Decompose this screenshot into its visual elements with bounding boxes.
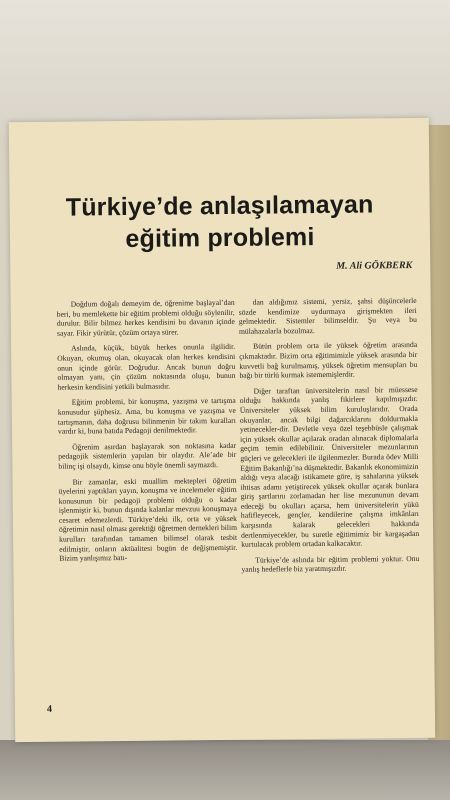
paragraph: Diğer taraftan üniversitelerin nasıl bir müessese olduğu hakkında yanlış fikirlere kapılmışızdır. Üniversiteler yüksek bilim kuruluşlarıdır. Orada okuyanlar, ancak bilgi dağarcıklarını doldurmakla yetinecekler-dir. Devletle veya özel teşebbüsle çalışmak için yüksek okullar açılarak oradan alınacak diplomalarla geçim temin edilebilinir. Üniversiteler mezunlarının güçleri ve gelecekleri ile ilgilenmezler. Burada ödev Milli Eğitim Bakanlığı’na düşmektedir. Bakanlık ekonomimizin aldığı veya alacağı istikamete göre, iş sahalarına yüksek ihtisas adamı yetiştirecek yüksek okullar açarak bunlara giriş şartlarını zorlamadan her lise mezununun devam edeceği bu okulları açarsa, hem üniversitelerin yükü hafifleyecek, gençler, kendilerine çalışma imkânları karşısında kalarak gelecekleri hakkında dertlenmiyecekler, bu suretle eğitimimiz bir kargaşadan kurtulacak problem ortadan kalkacaktır. xyxy=(239,384,420,550)
paragraph: Aslında, küçük, büyük herkes onunla ilgilidir. Okuyan, okumuş olan, okuyacak olan herkes kendisini onun içinde görür. Doğrudur. Ancak bunun doğru olmayan yanı, çin çözüm noktasında oluşu, bunun herkesin kendisini yetkili bulmasıdır. xyxy=(57,342,236,392)
article-title xyxy=(39,188,400,256)
left-column xyxy=(57,298,238,570)
paragraph: Bütün problem orta ile yüksek öğretim arasında çıkmaktadır. Bizim orta eğitimimizle yüksek arasında bir kuvvetli bağ kurulmamış, yüksek öğretim mensupları bu bağı bir türlü kurmak istememişlerdir. xyxy=(239,340,418,380)
author-byline: M. Ali GÖKBERK xyxy=(336,259,413,272)
paragraph: Öğrenim asırdan başlayarak son noktasına kadar pedagojik sistemlerin yapılan bir olaydır. Ale’ade bir bilinç işi olsaydı, kimse onu böyle önemli saymazdı. xyxy=(58,440,237,471)
title-line-1: Türkiye’de anlaşılamayan xyxy=(65,190,374,222)
page-number: 4 xyxy=(46,703,52,715)
paragraph: Bir zamanlar, eski muallim mektepleri öğretim üyelerini yaptıkları yayın, konuşma ve incelemeler eğitim konusunun bir pedagoji problemi olduğu o kadar işlenmiştir ki, bunun dışında kalanlar mevzuu konuşmaya cesaret edemezlerdi. Türkiye’deki ilk, orta ve yüksek öğretimin nasıl olması gerektiği öğretmen dernekleri bilim kurulları tarafından tamamen bilimsel olarak tesbit edilmiştir, onların aktüalitesi bugün de değişmemiştir. Bizim yanlışımız batı- xyxy=(58,475,238,563)
right-column xyxy=(239,296,420,581)
background-top xyxy=(0,0,450,135)
paragraph: Türkiye’de aslında bir eğitim problemi yoktur. Onu yanlış hedeflerle biz yaratmışızdır. xyxy=(241,553,420,575)
title-line-2: eğitim problemi xyxy=(125,223,315,254)
magazine-page xyxy=(9,118,435,742)
background-bottom xyxy=(0,740,450,800)
paragraph: Eğitim problemi, bir konuşma, yazışma ve tartışma konusudur şüphesiz. Ama, bu konuşma ve yazışma ve tartışmanın, daha doğrusu bilinmenin bir takım kuralları vardır ki, buna batıda Pedagoji denilmektedir. xyxy=(57,396,236,436)
paragraph: Doğdum doğalı demeyim de, öğrenime başlayal’dan beri, bu memlekette bir eğitim problemi olduğu söylenilir, durulur. Bilir bilmez herkes kendisini bu davanın içinde sayar. Fikir yürütür, çözüm ortaya sürer. xyxy=(56,297,235,338)
paragraph: dan aldığımız sistemi, yersiz, şahsi düşüncelerle sözde kendimize uydurmaya girişmekten ileri gelmektedir. Sistemler bilimseldir. Şu veya bu mülahazalarla bozulmaz. xyxy=(238,295,417,336)
